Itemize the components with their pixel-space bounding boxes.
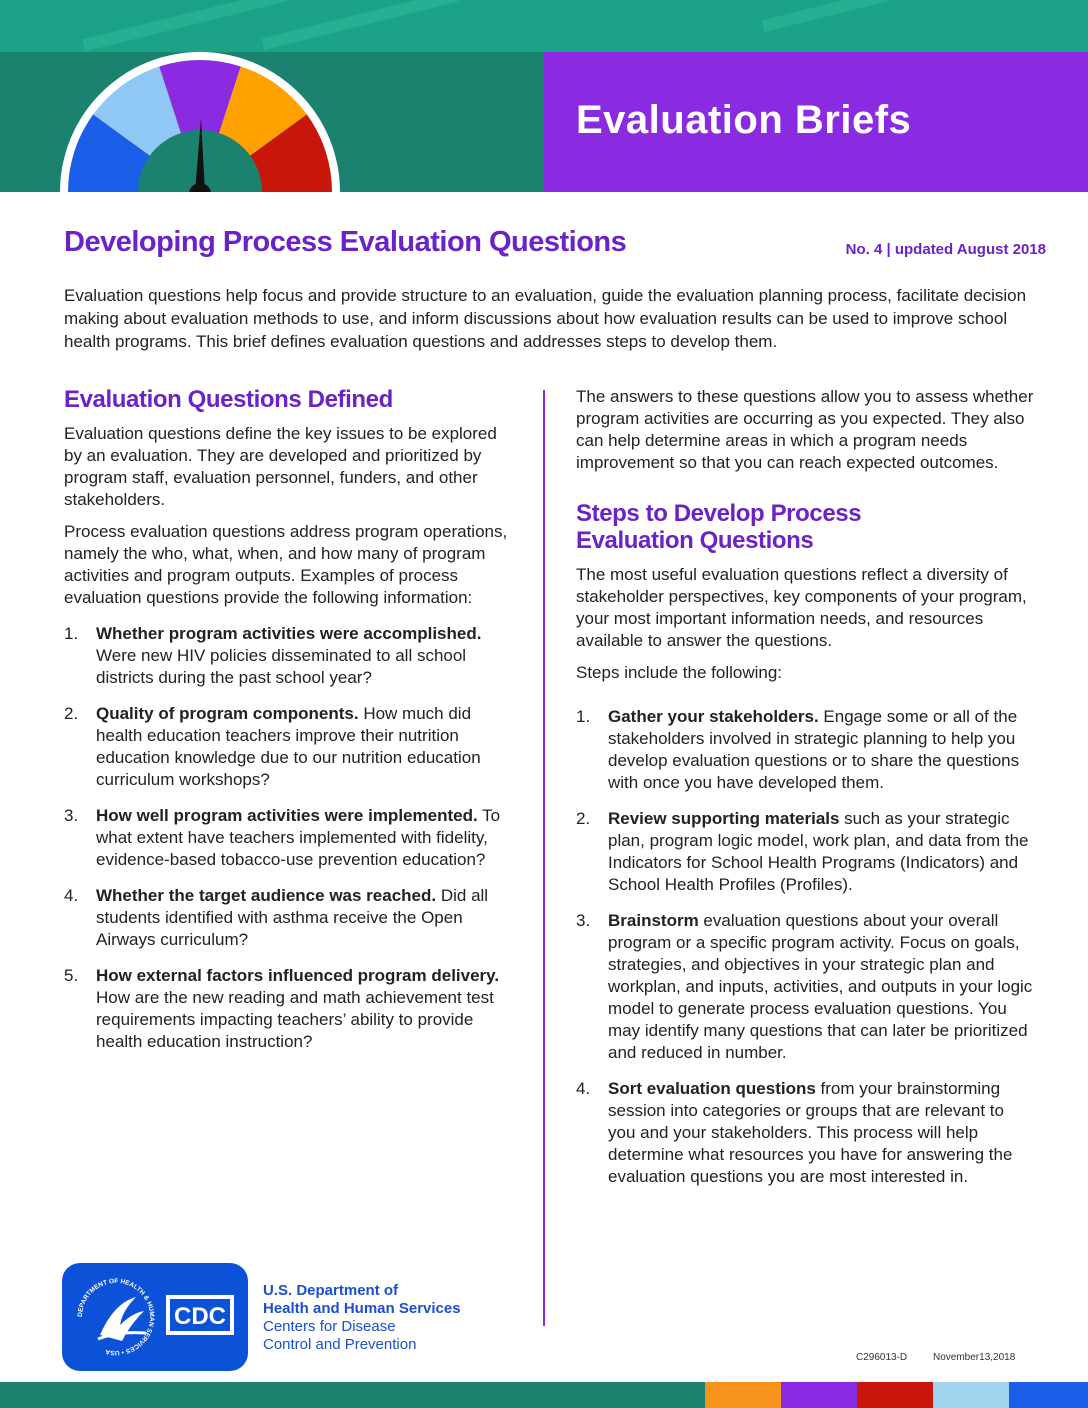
- list-item-text: such as your strategic plan, program logic model, work plan, and data from the Indicators for School Health Programs (Indicators) and School Health Profiles (Profiles).: [608, 809, 1029, 894]
- heading-line: Evaluation Questions: [576, 527, 814, 554]
- list-item-title: Quality of program components.: [96, 704, 359, 723]
- list-item: [64, 965, 519, 1053]
- list-item-title: Whether the target audience was reached.: [96, 886, 437, 905]
- list-item: [576, 808, 1036, 896]
- list-item: [64, 805, 519, 871]
- cdc-logo-icon: [166, 1295, 234, 1335]
- list-item: [576, 910, 1036, 1064]
- paragraph: The answers to these questions allow you to assess whether program activities are occurring as you expected. They also can help determine areas in which a program needs improvement so that you can reach expected outcomes.: [576, 387, 1034, 472]
- paragraph: Evaluation questions define the key issues to be explored by an evaluation. They are developed and prioritized by program staff, evaluation personnel, funders, and other stakeholders.: [64, 424, 497, 509]
- paragraph: The most useful evaluation questions reflect a diversity of stakeholder perspectives, key components of your program, your most important information needs, and resources available to answer the questions.: [576, 565, 1027, 650]
- cdc-logo-text: CDC: [174, 1303, 226, 1330]
- issue-label: No. 4 | updated August 2018: [845, 241, 1046, 258]
- list-item-text: from your brainstorming session into categories or groups that are relevant to you and your stakeholders. This process will help determine what resources you have for answering the evaluation questions you are most interested in.: [608, 1079, 1013, 1186]
- list-item-title: Review supporting materials: [608, 809, 840, 828]
- steps-list: [576, 706, 1036, 1188]
- list-item-text: Were new HIV policies disseminated to all school districts during the past school year?: [96, 646, 467, 687]
- list-item-title: Whether program activities were accomplished.: [96, 624, 482, 643]
- intro-paragraph: Evaluation questions help focus and provide structure to an evaluation, guide the evaluation planning process, facilitate decision making about evaluation methods to use, and inform discussions about how evaluation results can be used to improve school health programs. This brief defines evaluation questions and addresses steps to develop them.: [64, 286, 1027, 351]
- list-item: [576, 1078, 1036, 1188]
- heading-line: Steps to Develop Process: [576, 500, 862, 527]
- hhs-cdc-logo: [62, 1263, 248, 1371]
- list-number: 1.: [576, 707, 591, 726]
- list-item-text: How are the new reading and math achievement test requirements impacting teachers’ ability to provide health education instruction?: [96, 988, 494, 1051]
- list-item-text: Engage some or all of the stakeholders involved in strategic planning to help you develop evaluation questions or to share the questions with once you have developed them.: [608, 707, 1020, 792]
- agency-line: U.S. Department of: [263, 1282, 399, 1299]
- list-item-title: Sort evaluation questions: [608, 1079, 816, 1098]
- list-item: [64, 623, 519, 689]
- footer-band: [0, 1382, 1088, 1408]
- paragraph: Process evaluation questions address program operations, namely the who, what, when, and how many of program activities and program outputs. Examples of process evaluation questions provide the following information:: [64, 522, 508, 607]
- header-band: [0, 0, 1088, 192]
- list-number: 2.: [64, 704, 79, 723]
- list-item-text: Did all students identified with asthma receive the Open Airways curriculum?: [96, 886, 489, 949]
- list-item: [64, 703, 519, 791]
- agency-line: Health and Human Services: [263, 1300, 461, 1317]
- list-item-text: How much did health education teachers improve their nutrition education knowledge due to our nutrition education curriculum workshops?: [96, 704, 481, 789]
- document-date: November13,2018: [933, 1352, 1016, 1363]
- list-item-title: How well program activities were implemented.: [96, 806, 478, 825]
- agency-name: [263, 1282, 461, 1354]
- list-number: 3.: [576, 911, 591, 930]
- right-column: [576, 386, 1036, 1202]
- hhs-seal-text: DEPARTMENT OF HEALTH & HUMAN SERVICES • USA: [76, 1277, 156, 1357]
- footer-color-block: [933, 1382, 1009, 1408]
- gauge-icon: [52, 52, 348, 192]
- column-divider: [543, 390, 545, 1326]
- footer-color-block: [705, 1382, 781, 1408]
- page-title: Developing Process Evaluation Questions: [64, 226, 627, 258]
- footer-color-block: [1009, 1382, 1088, 1408]
- list-number: 5.: [64, 966, 79, 985]
- list-item-text: To what extent have teachers implemented with fidelity, evidence-based tobacco-use prevention education?: [96, 806, 501, 869]
- list-number: 4.: [576, 1079, 591, 1098]
- examples-list: [64, 623, 519, 1053]
- list-number: 1.: [64, 624, 79, 643]
- banner-title: Evaluation Briefs: [576, 98, 912, 142]
- agency-line: Centers for Disease: [263, 1318, 396, 1335]
- list-number: 3.: [64, 806, 79, 825]
- section-heading-steps: [576, 500, 1036, 554]
- document-id: C296013-D: [856, 1352, 908, 1363]
- list-item-title: How external factors influenced program delivery.: [96, 966, 500, 985]
- paragraph: Steps include the following:: [576, 663, 783, 682]
- agency-line: Control and Prevention: [263, 1336, 417, 1353]
- footer-color-block: [781, 1382, 857, 1408]
- banner: [544, 52, 1088, 192]
- list-item: [576, 706, 1036, 794]
- list-item-title: Gather your stakeholders.: [608, 707, 819, 726]
- hhs-seal-icon: [77, 1278, 155, 1356]
- list-item: [64, 885, 519, 951]
- list-item-title: Brainstorm: [608, 911, 699, 930]
- list-number: 4.: [64, 886, 79, 905]
- footer-color-block: [857, 1382, 933, 1408]
- list-item-text: evaluation questions about your overall program or a specific program activity. Focus on goals, strategies, and objectives in your strategic plan and workplan, and inputs, activities, and outputs in your logic model to generate process evaluation questions. You may identify many questions that can later be prioritized and reduced in number.: [608, 911, 1033, 1062]
- left-column: [64, 386, 519, 1067]
- section-heading-defined: Evaluation Questions Defined: [64, 386, 393, 413]
- list-number: 2.: [576, 809, 591, 828]
